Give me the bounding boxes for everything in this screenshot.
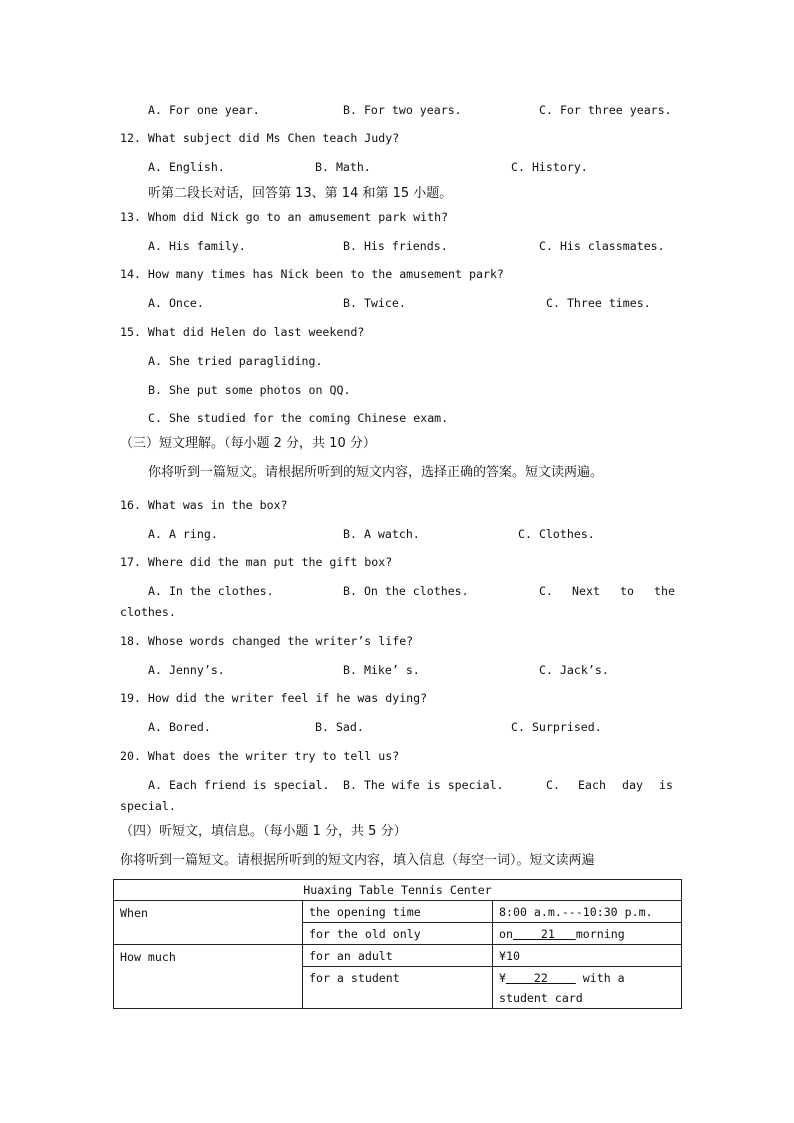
q16-option-b: B. A watch. — [343, 527, 420, 541]
how-much-label: How much — [114, 945, 303, 1009]
old-only-value — [493, 923, 682, 945]
q20-option-c-word4: special. — [120, 799, 176, 813]
old-only-label: for the old only — [303, 923, 493, 945]
q16-text: 16. What was in the box? — [120, 498, 288, 512]
q20-option-c-word3: is — [659, 778, 673, 792]
q20-option-c-word2: day — [622, 778, 643, 792]
q14-option-b: B. Twice. — [343, 296, 406, 310]
blank-22[interactable]: 22 — [533, 971, 548, 985]
section3-title: （三）短文理解。（每小题 2 分，共 10 分） — [120, 436, 376, 451]
q12-option-a: A. English. — [148, 160, 225, 174]
student-prefix: ¥ — [499, 971, 506, 985]
q18-text: 18. Whose words changed the writer’s life? — [120, 634, 414, 648]
adult-label: for an adult — [303, 945, 493, 967]
table-title: Huaxing Table Tennis Center — [114, 880, 682, 901]
q14-option-c: C. Three times. — [546, 296, 651, 310]
student-label: for a student — [303, 967, 493, 1009]
q13-option-c: C. His classmates. — [539, 239, 665, 253]
q17-option-c-word1: Next — [572, 584, 600, 598]
q19-text: 19. How did the writer feel if he was dying? — [120, 691, 428, 705]
opening-time-label: the opening time — [303, 901, 493, 923]
q17-option-b: B. On the clothes. — [343, 584, 469, 598]
q20-option-c-label: C. — [546, 778, 560, 792]
q11-option-b: B. For two years. — [343, 103, 462, 117]
q16-option-a: A. A ring. — [148, 527, 218, 541]
q20-text: 20. What does the writer try to tell us? — [120, 749, 400, 763]
q18-option-a: A. Jenny’s. — [148, 663, 225, 677]
adult-value: ¥10 — [493, 945, 682, 967]
q20-option-b: B. The wife is special. — [343, 778, 504, 792]
q15-text: 15. What did Helen do last weekend? — [120, 325, 365, 339]
q19-option-b: B. Sad. — [315, 720, 364, 734]
info-table — [113, 879, 682, 1009]
q18-option-c: C. Jack’s. — [539, 663, 609, 677]
q19-option-c: C. Surprised. — [511, 720, 602, 734]
section3-instruction: 你将听到一篇短文。请根据所听到的短文内容，选择正确的答案。短文读两遍。 — [148, 465, 604, 480]
q16-option-c: C. Clothes. — [518, 527, 595, 541]
q19-option-a: A. Bored. — [148, 720, 211, 734]
q17-option-c-label: C. — [539, 584, 553, 598]
section4-instruction: 你将听到一篇短文。请根据所听到的短文内容，填入信息（每空一词）。短文读两遍 — [120, 853, 595, 868]
q11-option-c: C. For three years. — [539, 103, 672, 117]
student-value — [493, 967, 682, 1009]
old-only-suffix: morning — [575, 927, 625, 941]
q15-option-b: B. She put some photos on QQ. — [148, 383, 351, 397]
q18-option-b: B. Mike’ s. — [343, 663, 420, 677]
q17-text: 17. Where did the man put the gift box? — [120, 555, 393, 569]
q17-option-a: A. In the clothes. — [148, 584, 274, 598]
q15-option-a: A. She tried paragliding. — [148, 354, 323, 368]
student-suffix: with a student card — [499, 971, 625, 1005]
q14-option-a: A. Once. — [148, 296, 204, 310]
q13-text: 13. Whom did Nick go to an amusement park with? — [120, 210, 449, 224]
q17-option-c-word2: to — [620, 584, 634, 598]
q20-option-c-word1: Each — [578, 778, 606, 792]
opening-time-value: 8:00 a.m.---10:30 p.m. — [493, 901, 682, 923]
dialog2-instruction: 听第二段长对话，回答第 13、第 14 和第 15 小题。 — [148, 186, 453, 201]
q13-option-a: A. His family. — [148, 239, 246, 253]
blank-21[interactable]: 21 — [540, 927, 555, 941]
q17-option-c-word3: the — [654, 584, 675, 598]
q11-option-a: A. For one year. — [148, 103, 260, 117]
q20-option-a: A. Each friend is special. — [148, 778, 330, 792]
q12-option-c: C. History. — [511, 160, 588, 174]
section4-title: （四）听短文，填信息。（每小题 1 分，共 5 分） — [120, 824, 407, 839]
q13-option-b: B. His friends. — [343, 239, 448, 253]
q14-text: 14. How many times has Nick been to the amusement park? — [120, 267, 504, 281]
q17-option-c-word4: clothes. — [120, 605, 176, 619]
q12-text: 12. What subject did Ms Chen teach Judy? — [120, 131, 400, 145]
q12-option-b: B. Math. — [315, 160, 371, 174]
when-label: When — [114, 901, 303, 945]
old-only-prefix: on — [499, 927, 513, 941]
q15-option-c: C. She studied for the coming Chinese exam. — [148, 411, 449, 425]
